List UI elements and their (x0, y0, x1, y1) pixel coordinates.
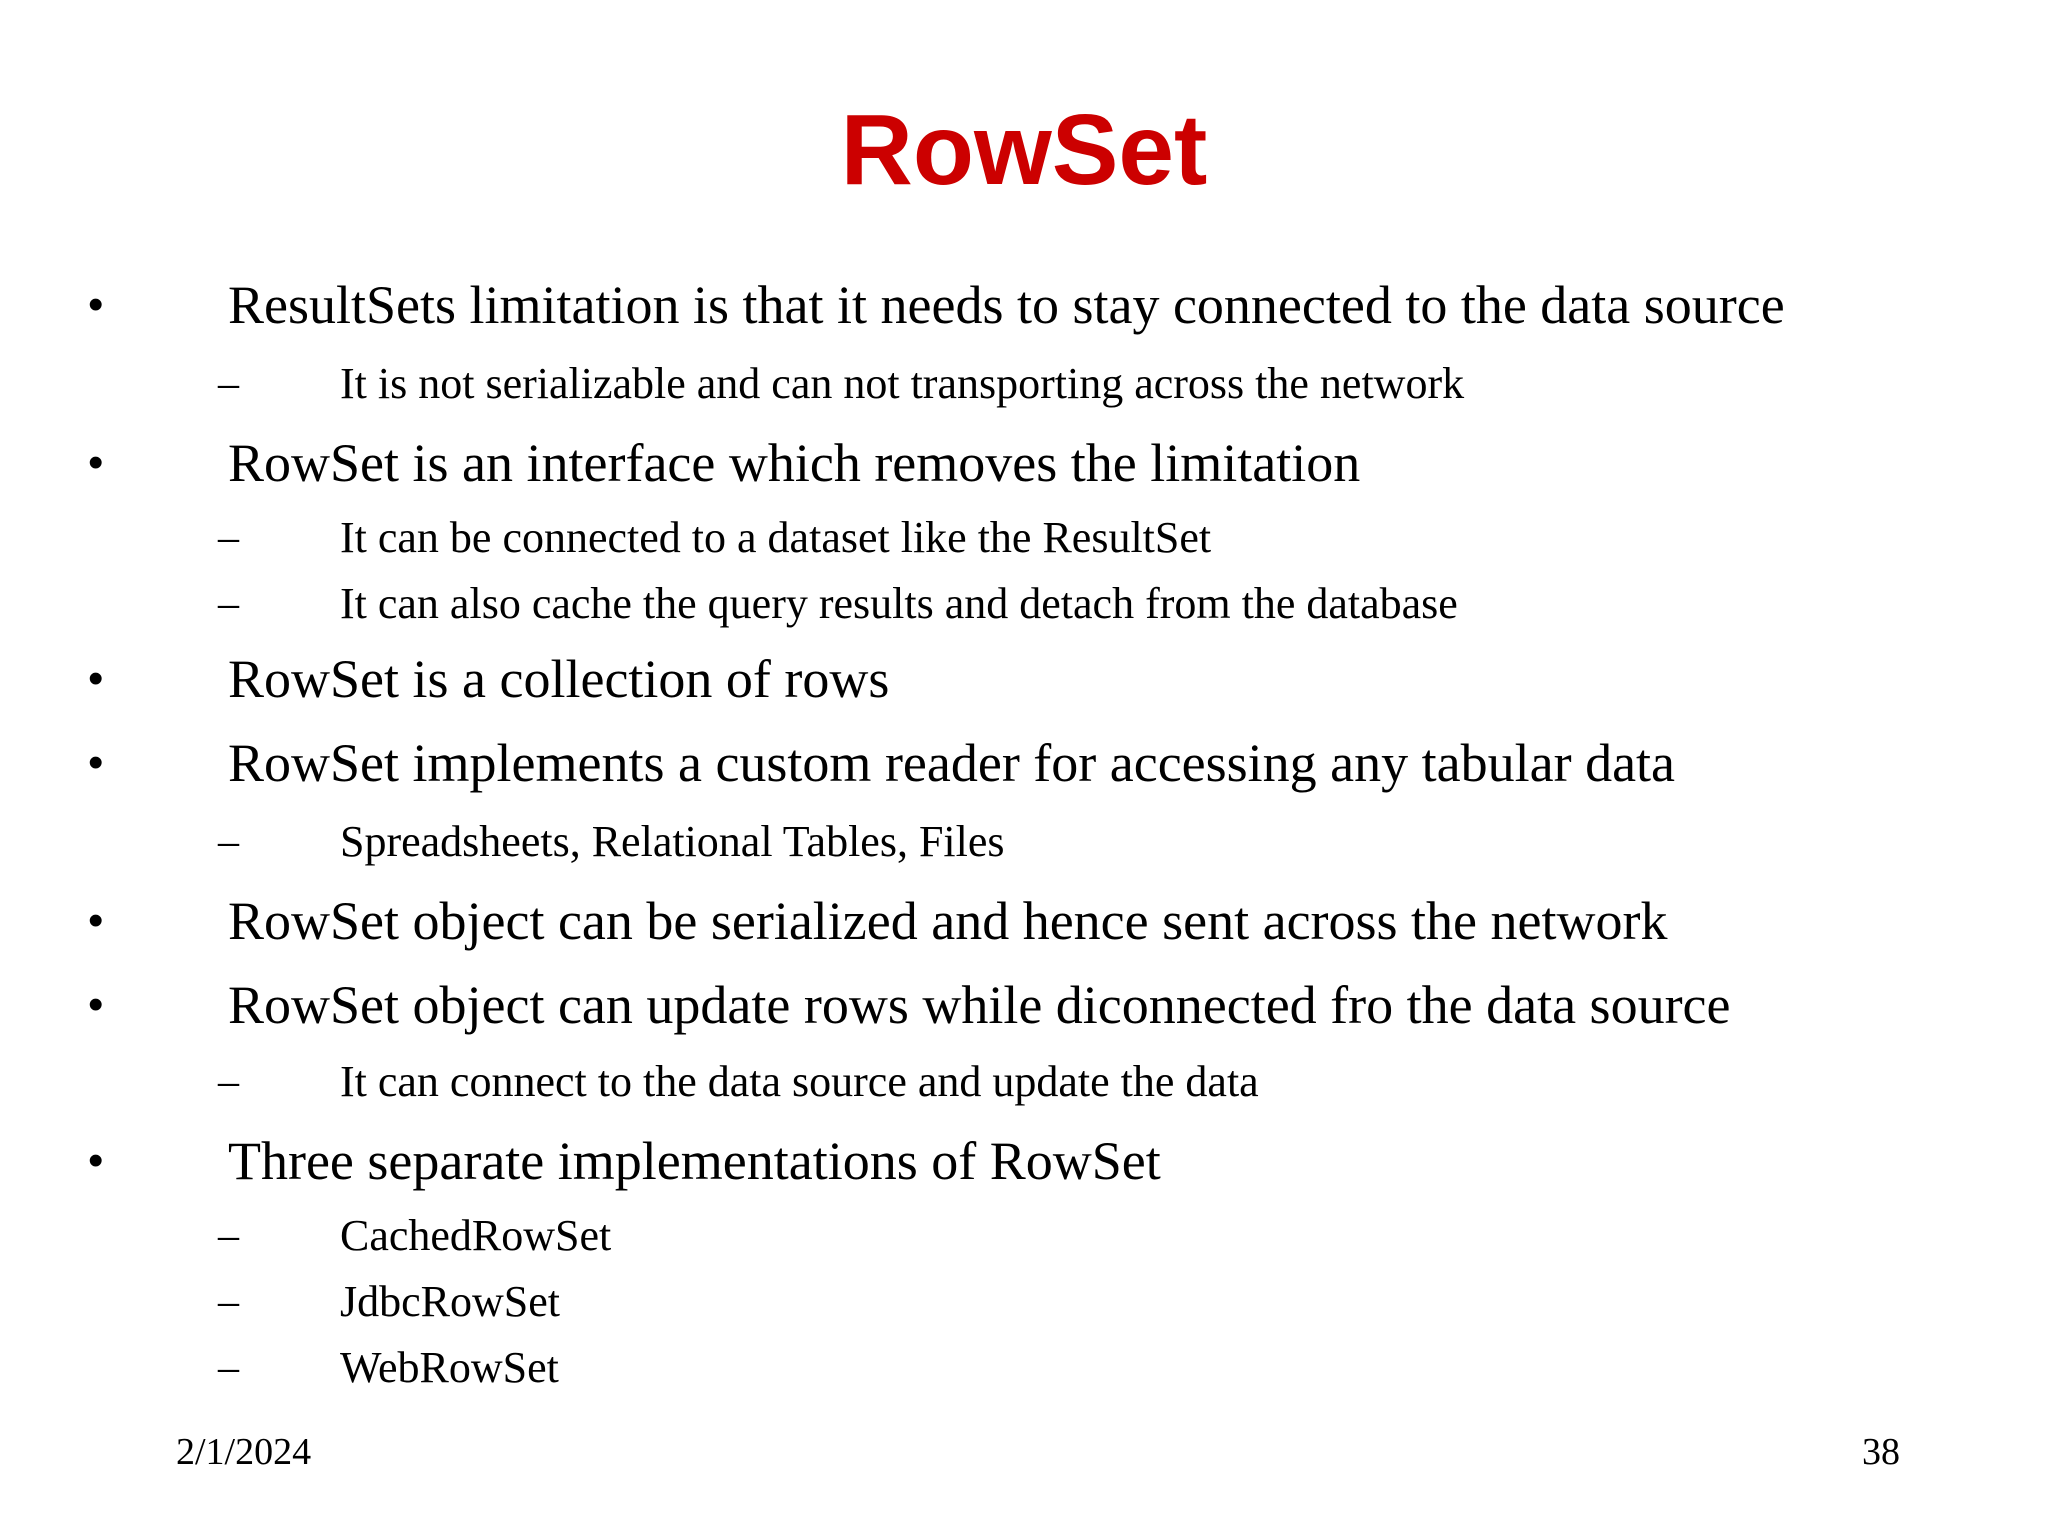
bullet-item (0, 886, 2048, 956)
bullet-text: ResultSets limitation is that it needs to stay connected to the data source (228, 275, 1785, 335)
bullet-item (0, 428, 2048, 498)
sub-bullet-item (0, 510, 2048, 566)
bullet-item (0, 644, 2048, 714)
bullet-marker: • (88, 738, 104, 787)
bullet-text: RowSet implements a custom reader for accessing any tabular data (228, 733, 1676, 793)
dash-marker: – (218, 361, 239, 407)
sub-bullet-item (0, 576, 2048, 632)
sub-bullet-item (0, 1208, 2048, 1264)
slide-title: RowSet (840, 94, 1208, 206)
sub-bullet-text: CachedRowSet (340, 1211, 612, 1260)
bullet-text: RowSet is an interface which removes the limitation (228, 433, 1361, 493)
bullet-item (0, 728, 2048, 798)
sub-bullet-item (0, 814, 2048, 870)
bullet-marker: • (88, 1136, 104, 1185)
sub-bullet-text: It is not serializable and can not transporting across the network (340, 359, 1465, 408)
sub-bullet-item (0, 1054, 2048, 1110)
bullet-text: RowSet object can update rows while diconnected fro the data source (228, 975, 1731, 1035)
sub-bullet-item (0, 356, 2048, 412)
bullet-item (0, 1126, 2048, 1196)
sub-bullet-text: WebRowSet (340, 1343, 559, 1392)
sub-bullet-item (0, 1340, 2048, 1396)
dash-marker: – (218, 1279, 239, 1325)
sub-bullet-text: It can be connected to a dataset like the ResultSet (340, 513, 1212, 562)
bullet-marker: • (88, 438, 104, 487)
bullet-item (0, 970, 2048, 1040)
bullet-text: RowSet object can be serialized and hence sent across the network (228, 891, 1668, 951)
dash-marker: – (218, 1213, 239, 1259)
sub-bullet-text: JdbcRowSet (340, 1277, 560, 1326)
footer-date: 2/1/2024 (176, 1431, 312, 1473)
bullet-marker: • (88, 980, 104, 1029)
bullet-item (0, 270, 2048, 340)
bullet-text: Three separate implementations of RowSet (228, 1131, 1161, 1191)
sub-bullet-text: Spreadsheets, Relational Tables, Files (340, 817, 1005, 866)
bullet-marker: • (88, 896, 104, 945)
bullet-text: RowSet is a collection of rows (228, 649, 890, 709)
page-number: 38 (1862, 1431, 1900, 1473)
sub-bullet-text: It can also cache the query results and detach from the database (340, 579, 1458, 628)
dash-marker: – (218, 581, 239, 627)
sub-bullet-text: It can connect to the data source and update the data (340, 1057, 1259, 1106)
dash-marker: – (218, 1345, 239, 1391)
dash-marker: – (218, 819, 239, 865)
dash-marker: – (218, 515, 239, 561)
dash-marker: – (218, 1059, 239, 1105)
bullet-marker: • (88, 280, 104, 329)
sub-bullet-item (0, 1274, 2048, 1330)
bullet-marker: • (88, 654, 104, 703)
